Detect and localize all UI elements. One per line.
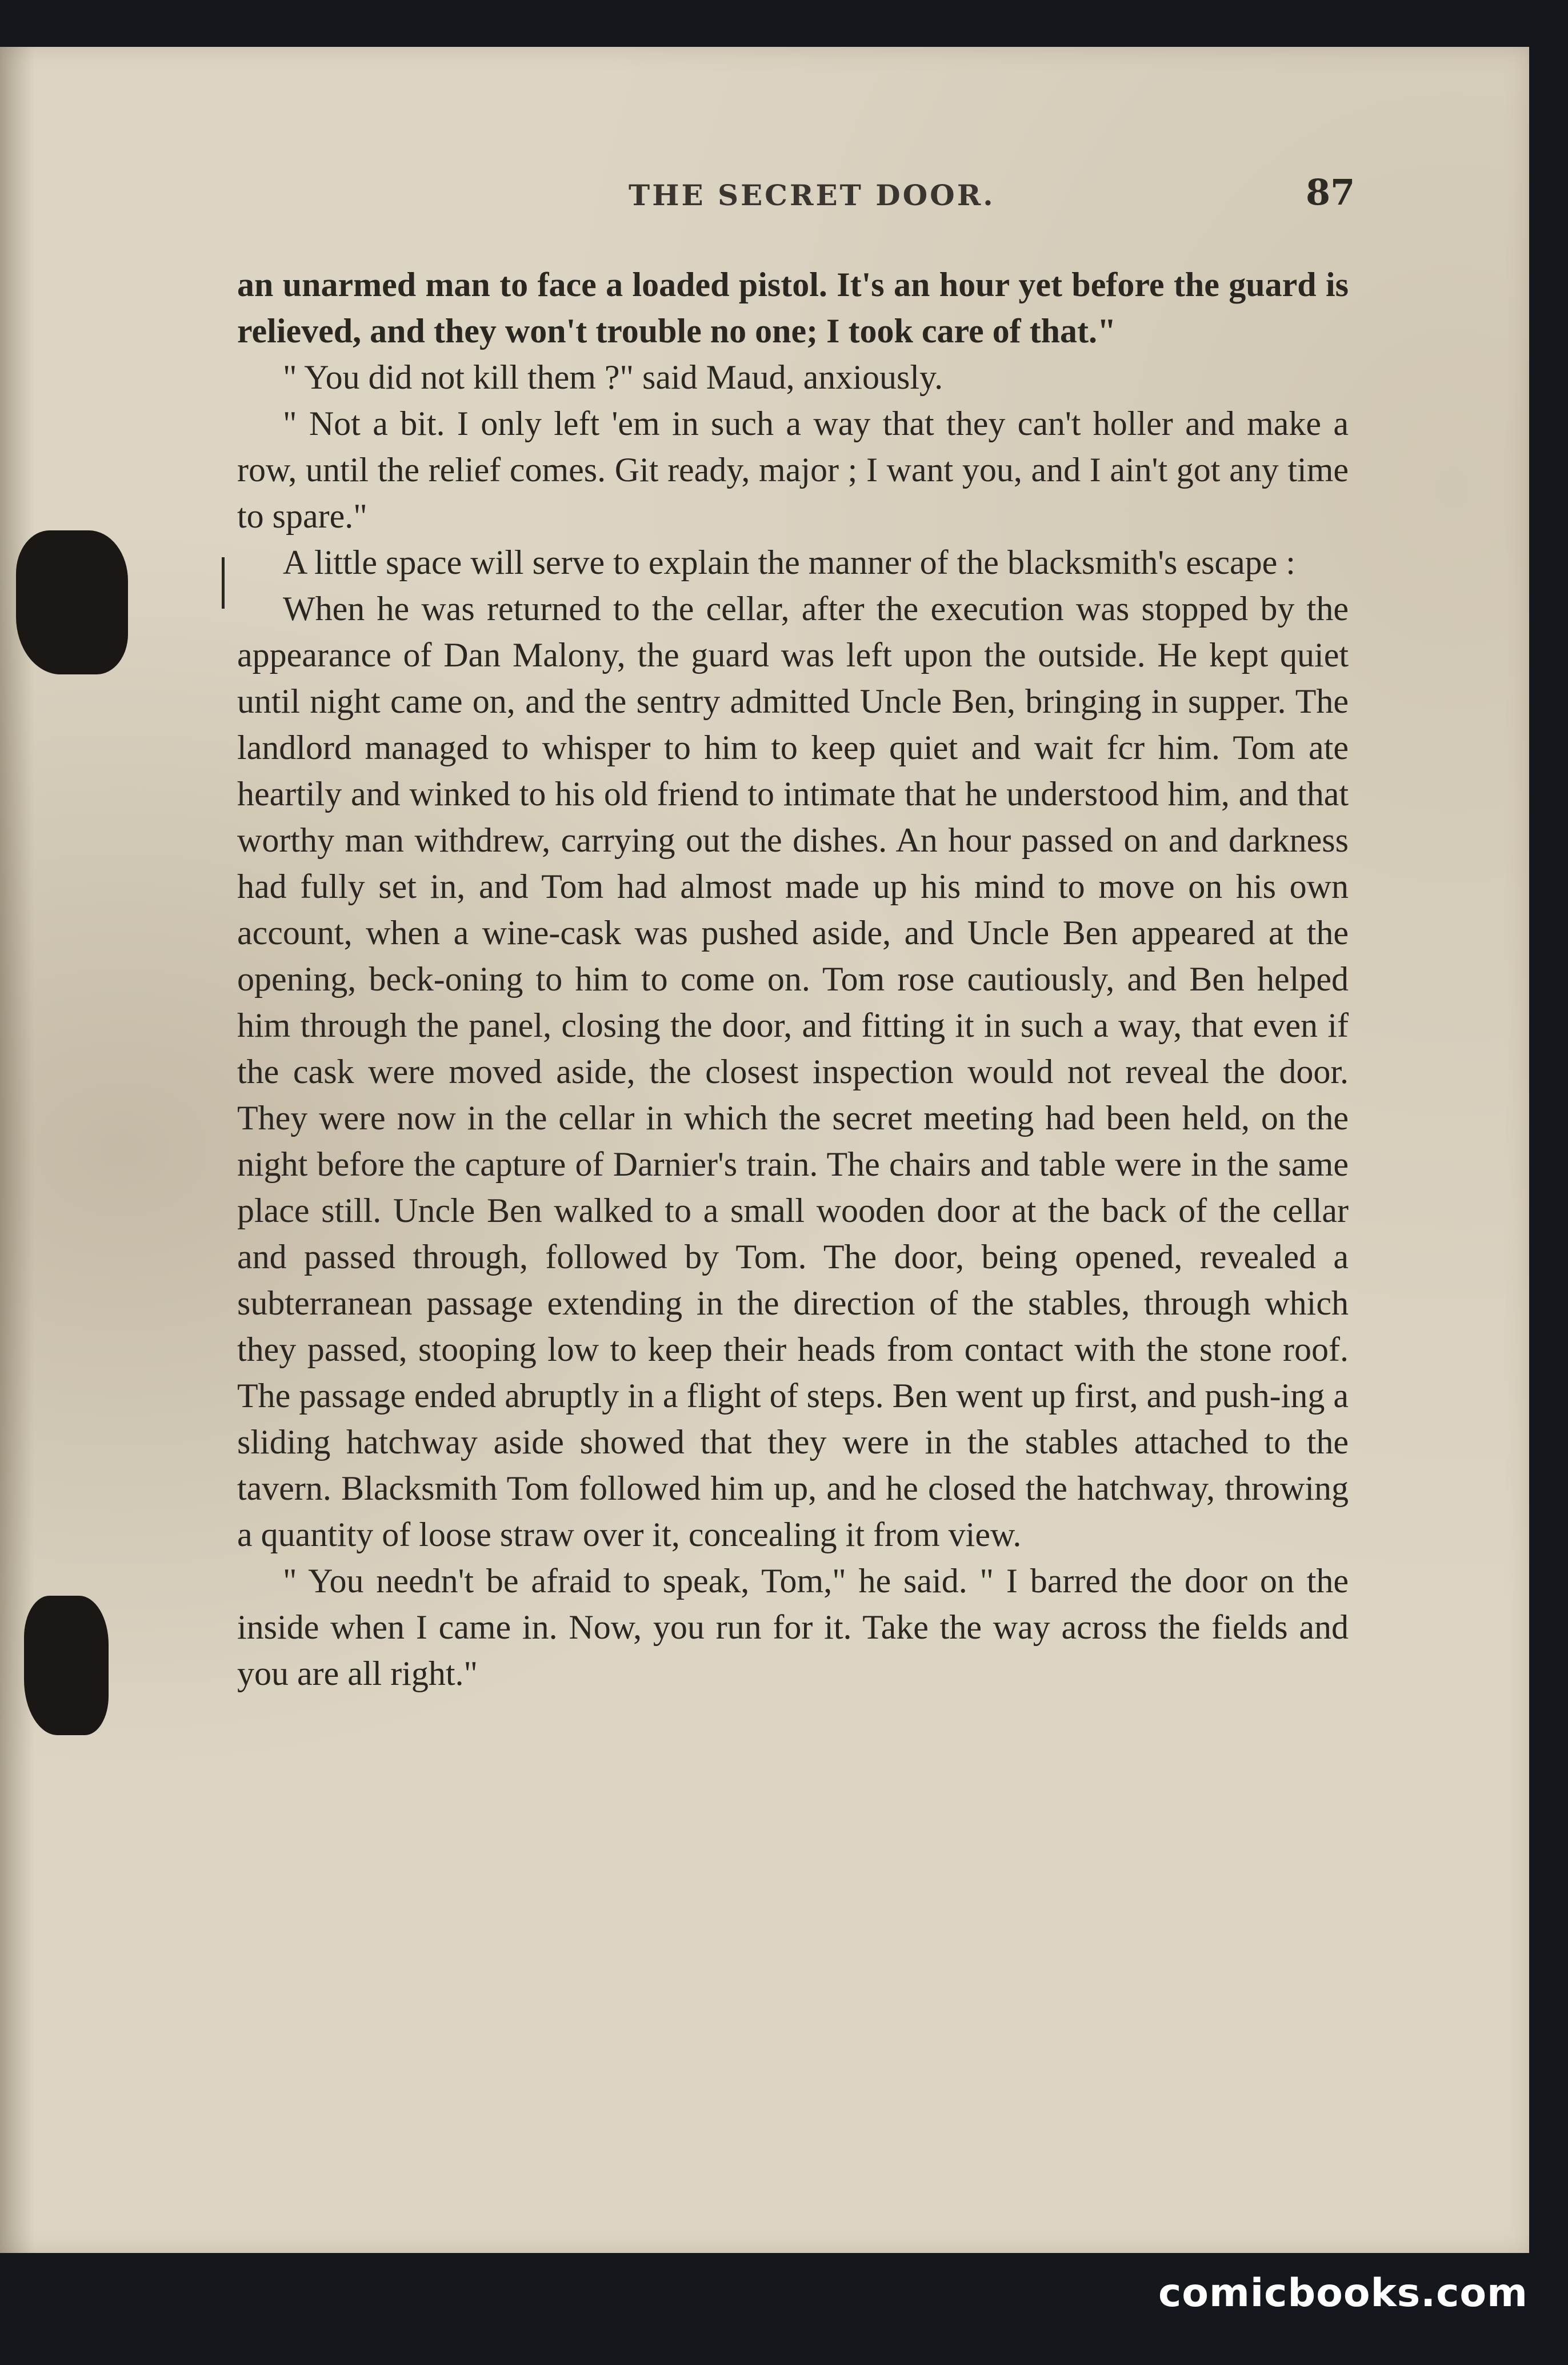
paragraph: " You did not kill them ?" said Maud, anxiously.	[283, 358, 943, 396]
page-header	[629, 171, 1368, 224]
page-damage-hole	[16, 530, 128, 674]
paragraph: " You needn't be afraid to speak, Tom," he said. " I barred the door on the inside when I came in. Now, you run for it. Take the way across the fields and you are all right."	[237, 1562, 1349, 1692]
spine-shadow	[0, 47, 34, 2253]
margin-mark	[222, 557, 225, 609]
paragraph: A little space will serve to explain the manner of the blacksmith's escape :	[283, 544, 1295, 581]
paragraph: " Not a bit. I only left 'em in such a way that they can't holler and make a row, until the relief comes. Git ready, major ; I want you, and I ain't got any time to spare."	[237, 405, 1349, 535]
paragraph: When he was returned to the cellar, after the execution was stopped by the appearance of Dan Malony, the guard was left upon the outside. He kept quiet until night came on, and the sentry admitted Uncle Ben, bringing in supper. The landlord managed to whisper to him to keep quiet and wait fcr him. Tom ate heartily and winked to his old friend to intimate that he understood him, and that worthy man withdrew, carrying out the dishes. An hour passed on and darkness had fully set in, and Tom had almost made up his mind to move on his own account, when a wine-cask was pushed aside, and Uncle Ben appeared at the opening, beck-oning to him to come on. Tom rose cautiously, and Ben helped him through the panel, closing the door, and fitting it in such a way, that even if the cask were moved aside, the closest inspection would not reveal the door. They were now in the cellar in which the secret meeting had been held, on the night before the capture of Darnier's train. The chairs and table were in the same place still. Uncle Ben walked to a small wooden door at the back of the cellar and passed through, followed by Tom. The door, being opened, revealed a subterranean passage extending in the direction of the stables, through which they passed, stooping low to keep their heads from contact with the stone roof. The passage ended abruptly in a flight of steps. Ben went up first, and push-ing a sliding hatchway aside showed that they were in the stables attached to the tavern. Blacksmith Tom followed him up, and he closed the hatchway, throwing a quantity of loose straw over it, concealing it from view.	[237, 590, 1349, 1553]
watermark: comicbooks.com	[1158, 2271, 1528, 2316]
page-number: 87	[1306, 171, 1355, 213]
body-text	[237, 262, 1349, 1697]
page-damage-hole	[24, 1596, 109, 1735]
running-title: THE SECRET DOOR.	[629, 178, 995, 212]
paragraph: an unarmed man to face a loaded pistol. It's an hour yet before the guard is relieved, and they won't trouble no one; I took care of that."	[237, 266, 1349, 350]
